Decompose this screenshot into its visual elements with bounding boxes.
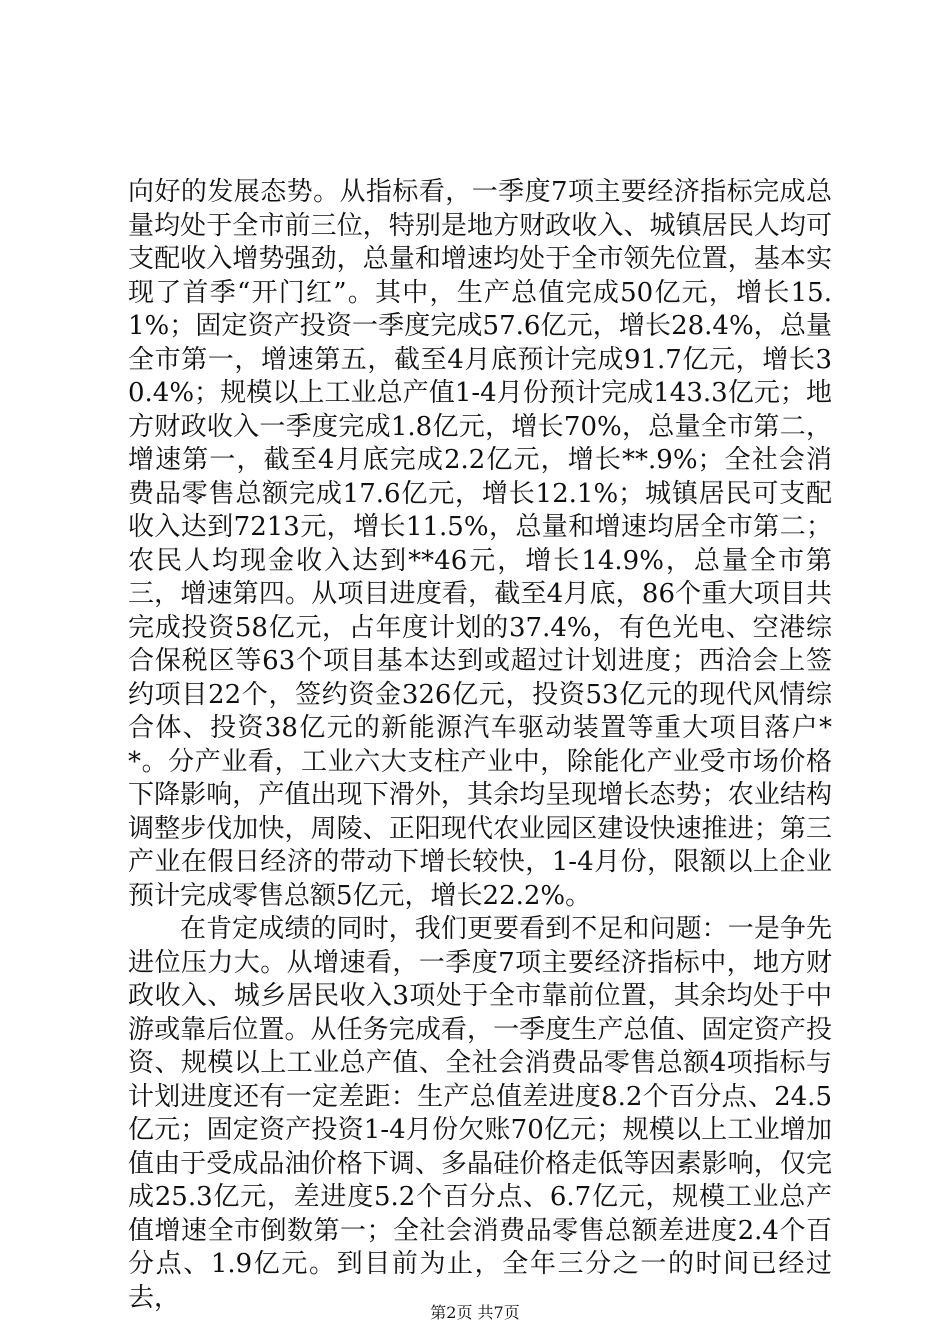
page-footer: 第2页 共7页 (430, 1303, 520, 1322)
paragraph-1: 向好的发展态势。从指标看，一季度7项主要经济指标完成总量均处于全市前三位，特别是地方财政收入、城镇居民人均可支配收入增势强劲，总量和增速均处于全市领先位置，基本实现了首季“开门红”。其中，生产总值完成50亿元，增长15.1%；固定资产投资一季度完成57.6亿元，增长28.4%，总量全市第一，增速第五，截至4月底预计完成91.7亿元，增长30.4%；规模以上工业总产值1-4月份预计完成143.3亿元；地方财政收入一季度完成1.8亿元，增长70%，总量全市第二，增速第一，截至4月底完成2.2亿元，增长**.9%；全社会消费品零售总额完成17.6亿元，增长12.1%；城镇居民可支配收入达到7213元，增长11.5%，总量和增速均居全市第二；农民人均现金收入达到**46元，增长14.9%，总量全市第三，增速第四。从项目进度看，截至4月底，86个重大项目共完成投资58亿元，占年度计划的37.4%，有色光电、空港综合保税区等63个项目基本达到或超过计划进度；西洽会上签约项目22个，签约资金326亿元，投资53亿元的现代风情综合体、投资38亿元的新能源汽车驱动装置等重大项目落户**。分产业看，工业六大支柱产业中，除能化产业受市场价格下降影响，产值出现下滑外，其余均呈现增长态势；农业结构调整步伐加快，周陵、正阳现代农业园区建设快速推进；第三产业在假日经济的带动下增长较快，1-4月份，限额以上企业预计完成零售总额5亿元，增长22.2%。 (128, 177, 832, 911)
document-body (128, 176, 832, 1315)
paragraph-2: 在肯定成绩的同时，我们更要看到不足和问题：一是争先进位压力大。从增速看，一季度7项主要经济指标中，地方财政收入、城乡居民收入3项处于全市靠前位置，其余均处于中游或靠后位置。从任务完成看，一季度生产总值、固定资产投资、规模以上工业总产值、全社会消费品零售总额4项指标与计划进度还有一定差距：生产总值差进度8.2个百分点、24.5亿元；固定资产投资1-4月份欠账70亿元；规模以上工业增加值由于受成品油价格下调、多晶硅价格走低等因素影响，仅完成25.3亿元，差进度5.2个百分点、6.7亿元，规模工业总产值增速全市倒数第一；全社会消费品零售总额差进度2.4个百分点、1.9亿元。到目前为止，全年三分之一的时间已经过去， (128, 914, 832, 1313)
